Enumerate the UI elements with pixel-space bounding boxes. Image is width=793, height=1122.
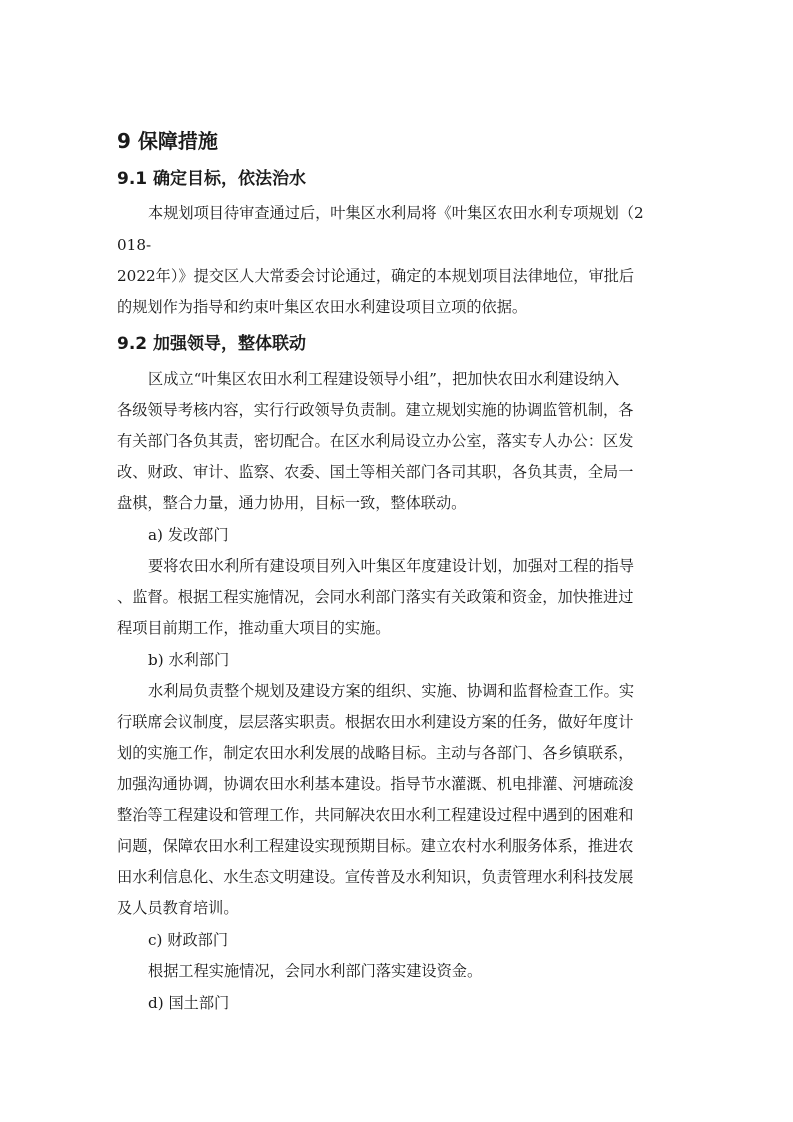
paragraph-line: 行联席会议制度，层层落实职责。根据农田水利建设方案的任务，做好年度计: [117, 713, 634, 731]
paragraph-line: 、监督。根据工程实施情况，会同水利部门落实有关政策和资金，加快推进过: [117, 588, 634, 606]
subsection-label-d: d) 国土部门: [148, 994, 230, 1012]
paragraph-line: 要将农田水利所有建设项目列入叶集区年度建设计划，加强对工程的指导: [148, 557, 634, 575]
subsection-label-b: b) 水利部门: [148, 651, 230, 669]
paragraph-line: 2022年）》提交区人大常委会讨论通过，确定的本规划项目法律地位，审批后: [117, 267, 635, 285]
paragraph-line: 盘棋，整合力量，通力协用，目标一致，整体联动。: [117, 494, 467, 512]
paragraph-line: 问题，保障农田水利工程建设实现预期目标。建立农村水利服务体系，推进农: [117, 837, 634, 855]
paragraph-line: 改、财政、审计、监察、农委、国土等相关部门各司其职，各负其责，全局一: [117, 463, 634, 481]
paragraph-line: 水利局负责整个规划及建设方案的组织、实施、协调和监督检查工作。实: [148, 682, 634, 700]
paragraph-line: 018-: [117, 236, 152, 254]
paragraph-line: 有关部门各负其责，密切配合。在区水利局设立办公室，落实专人办公：区发: [117, 432, 634, 450]
paragraph-line: 整治等工程建设和管理工作，共同解决农田水利工程建设过程中遇到的困难和: [117, 806, 634, 824]
paragraph-line: 及人员教育培训。: [117, 899, 239, 917]
subsection-label-a: a) 发改部门: [148, 526, 229, 544]
chapter-heading: 9 保障措施: [117, 129, 218, 153]
paragraph-line: 根据工程实施情况，会同水利部门落实建设资金。: [148, 962, 483, 980]
section-9-2-title: 9.2 加强领导，整体联动: [117, 334, 307, 354]
paragraph-line: 程项目前期工作，推动重大项目的实施。: [117, 619, 391, 637]
paragraph-line: 的规划作为指导和约束叶集区农田水利建设项目立项的依据。: [117, 298, 528, 316]
paragraph-line: 田水利信息化、水生态文明建设。宣传普及水利知识，负责管理水利科技发展: [117, 868, 634, 886]
paragraph-line: 本规划项目待审查通过后，叶集区水利局将《叶集区农田水利专项规划（2: [148, 204, 644, 222]
subsection-label-c: c) 财政部门: [148, 931, 229, 949]
paragraph-line: 各级领导考核内容，实行行政领导负责制。建立规划实施的协调监管机制，各: [117, 401, 634, 419]
paragraph-line: 区成立“叶集区农田水利工程建设领导小组”，把加快农田水利建设纳入: [148, 370, 620, 388]
section-9-1-title: 9.1 确定目标，依法治水: [117, 169, 307, 189]
paragraph-line: 划的实施工作，制定农田水利发展的战略目标。主动与各部门、各乡镇联系，: [117, 744, 634, 762]
paragraph-line: 加强沟通协调，协调农田水利基本建设。指导节水灌溉、机电排灌、河塘疏浚: [117, 775, 634, 793]
